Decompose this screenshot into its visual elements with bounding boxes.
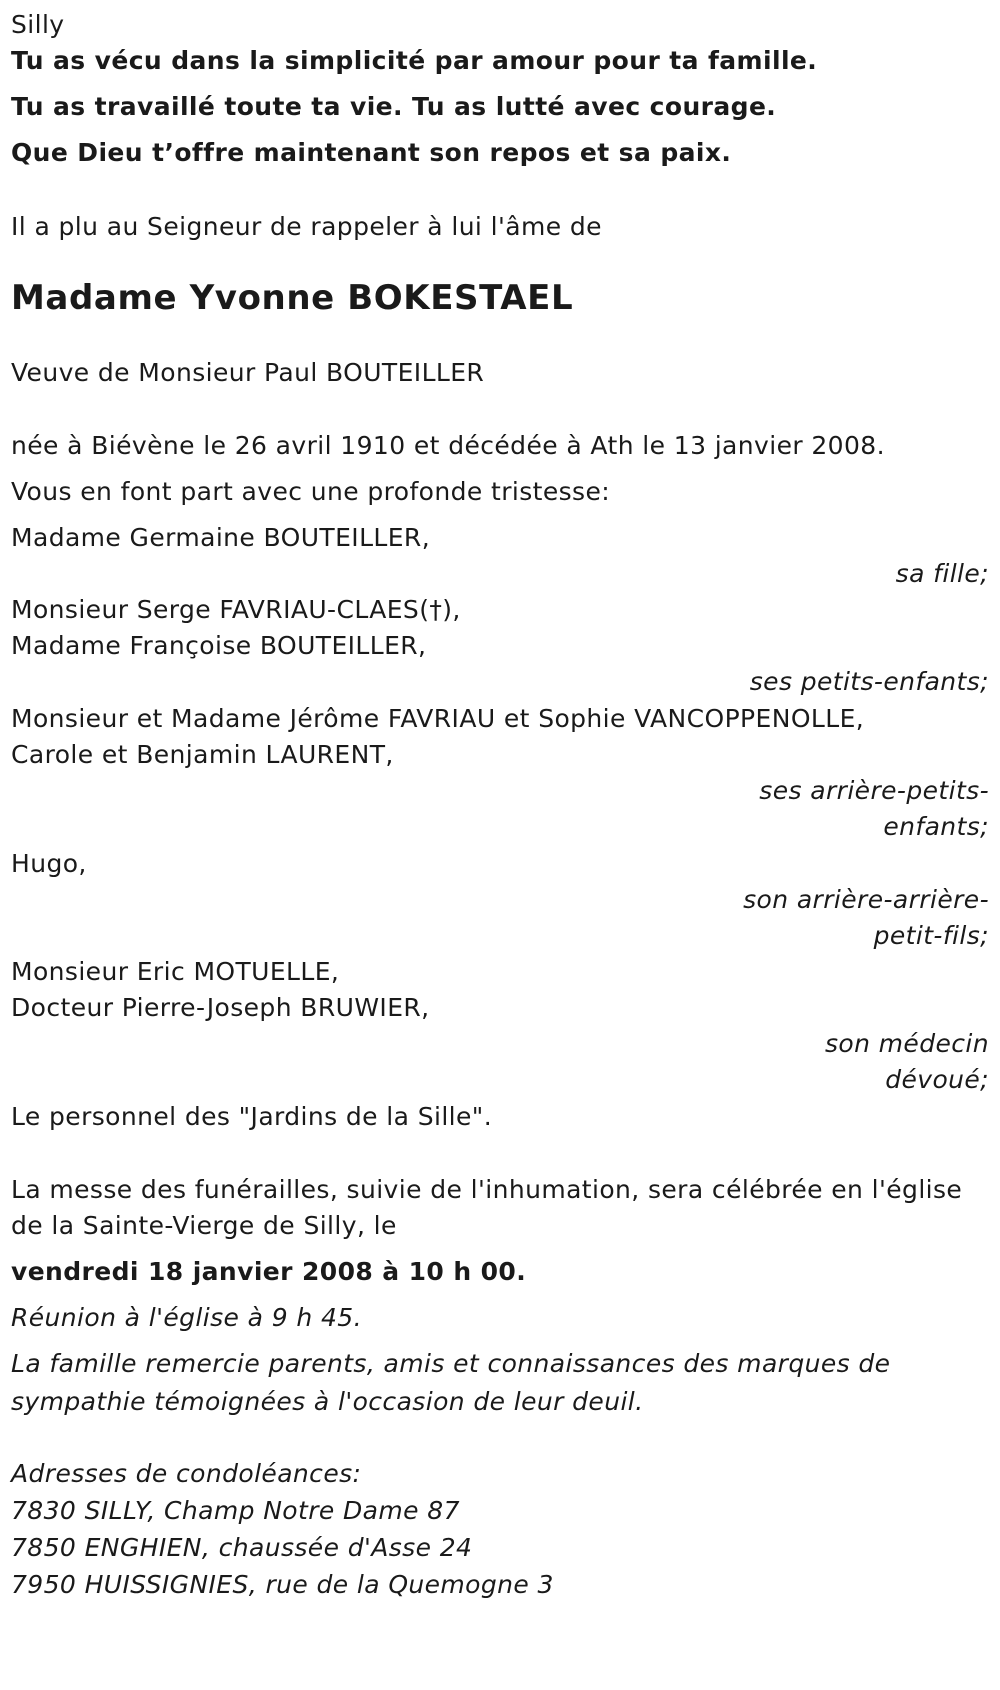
deceased-name: Madame Yvonne BOKESTAEL: [11, 278, 574, 318]
mass-date: vendredi 18 janvier 2008 à 10 h 00.: [11, 1257, 527, 1286]
verse-line-3: Que Dieu t’offre maintenant son repos et sa paix.: [11, 138, 732, 167]
death-notice: [11, 8, 991, 1602]
address-line-1: 7830 SILLY, Champ Notre Dame 87: [11, 1496, 460, 1525]
family-member-grandchild-2: Madame Françoise BOUTEILLER,: [11, 631, 427, 660]
family-member-daughter: Madame Germaine BOUTEILLER,: [11, 523, 431, 552]
role-great-great-grandson-line-2: petit-fils;: [873, 921, 989, 950]
verse-line-2: Tu as travaillé toute ta vie. Tu as lutté avec courage.: [11, 92, 777, 121]
announce-text: Vous en font part avec une profonde tristesse:: [11, 477, 611, 506]
family-member-other-2: Docteur Pierre-Joseph BRUWIER,: [11, 993, 430, 1022]
family-member-great-great-grandson: Hugo,: [11, 849, 87, 878]
birth-death-text: née à Biévène le 26 avril 1910 et décédée à Ath le 13 janvier 2008.: [11, 431, 885, 460]
family-member-great-grandchild-1: Monsieur et Madame Jérôme FAVRIAU et Sophie VANCOPPENOLLE,: [11, 704, 865, 733]
family-member-other-1: Monsieur Eric MOTUELLE,: [11, 957, 340, 986]
role-great-grandchildren-line-1: ses arrière-petits-: [759, 776, 989, 805]
address-line-2: 7850 ENGHIEN, chaussée d'Asse 24: [11, 1533, 473, 1562]
meeting-text: Réunion à l'église à 9 h 45.: [11, 1303, 362, 1332]
thanks-line-1: La famille remercie parents, amis et connaissances des marques de: [11, 1349, 891, 1378]
mass-text-line-2: de la Sainte-Vierge de Silly, le: [11, 1211, 397, 1240]
place-label: Silly: [11, 10, 65, 39]
widow-of-text: Veuve de Monsieur Paul BOUTEILLER: [11, 358, 485, 387]
role-doctor-line-2: dévoué;: [885, 1065, 989, 1094]
role-doctor-line-1: son médecin: [824, 1029, 989, 1058]
intro-text: Il a plu au Seigneur de rappeler à lui l'âme de: [11, 212, 602, 241]
address-line-3: 7950 HUISSIGNIES, rue de la Quemogne 3: [11, 1570, 554, 1599]
role-grandchildren: ses petits-enfants;: [749, 667, 989, 696]
role-great-great-grandson-line-1: son arrière-arrière-: [743, 885, 989, 914]
role-daughter: sa fille;: [895, 559, 989, 588]
staff-text: Le personnel des "Jardins de la Sille".: [11, 1102, 493, 1131]
verse-line-1: Tu as vécu dans la simplicité par amour pour ta famille.: [11, 46, 818, 75]
family-member-great-grandchild-2: Carole et Benjamin LAURENT,: [11, 740, 394, 769]
thanks-line-2: sympathie témoignées à l'occasion de leur deuil.: [11, 1387, 644, 1416]
role-great-grandchildren-line-2: enfants;: [883, 812, 989, 841]
family-member-grandchild-1: Monsieur Serge FAVRIAU-CLAES(†),: [11, 595, 461, 624]
mass-text-line-1: La messe des funérailles, suivie de l'inhumation, sera célébrée en l'église: [11, 1175, 963, 1204]
condolences-title: Adresses de condoléances:: [11, 1459, 362, 1488]
